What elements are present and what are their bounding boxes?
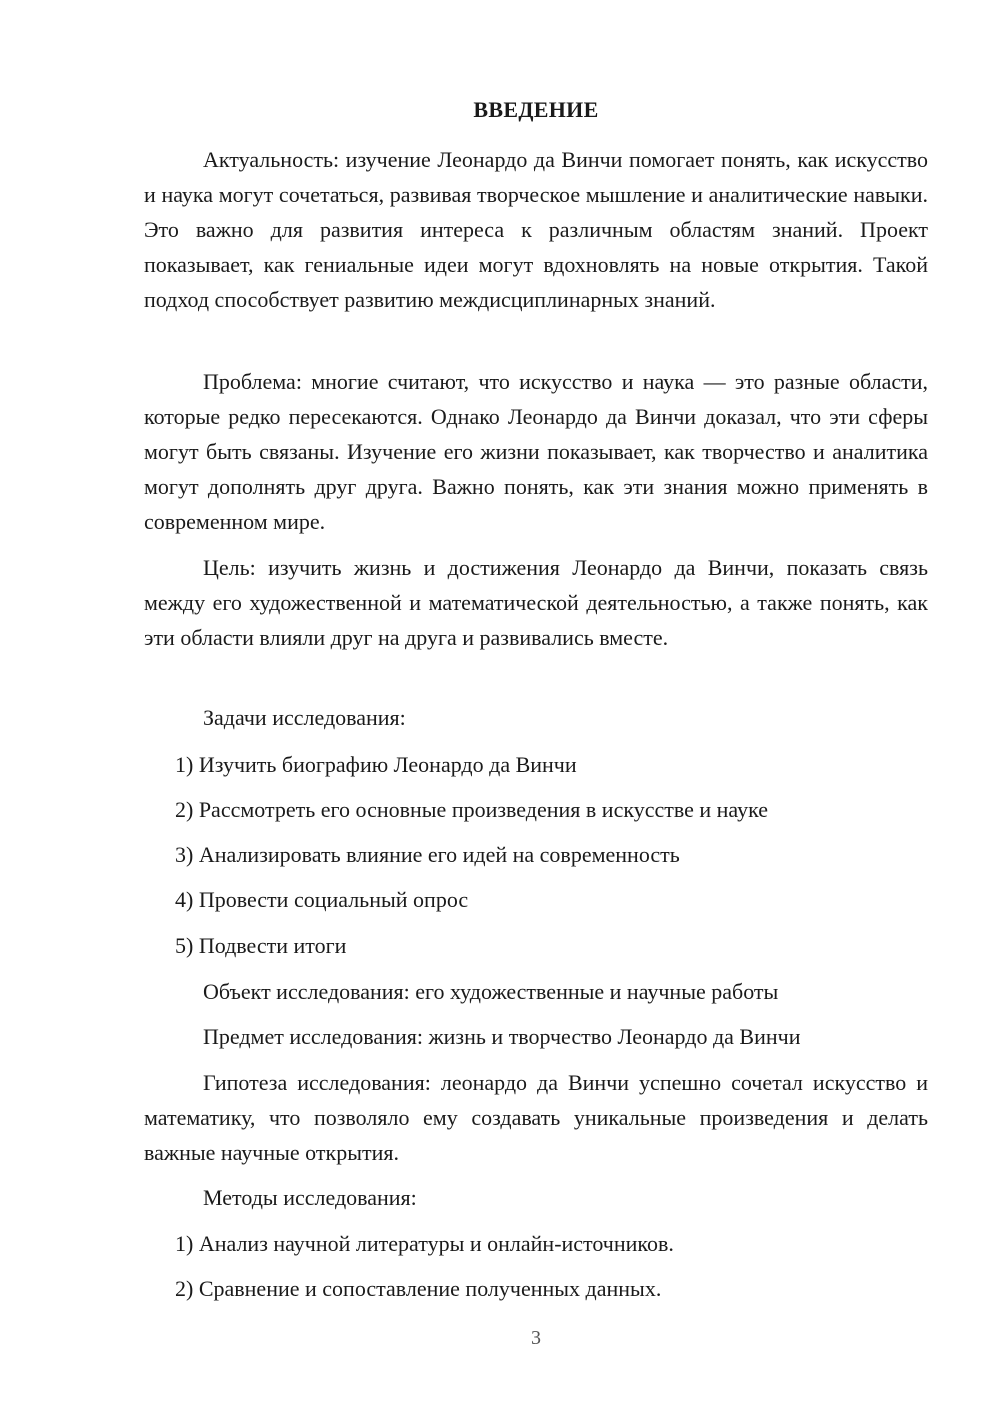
- relevance-paragraph: Актуальность: изучение Леонардо да Винчи помогает понять, как искусство и наука могут сочетаться, развивая творческое мышление и аналитические навыки. Это важно для развития интереса к различным областям знаний. Проект показывает, как гениальные идеи могут вдохновлять на новые открытия. Такой подход способствует развитию междисциплинарных знаний.: [144, 147, 928, 312]
- goal-paragraph: Цель: изучить жизнь и достижения Леонардо да Винчи, показать связь между его художественной и математической деятельностью, а также понять, как эти области влияли друг на друга и развивались вместе.: [144, 555, 928, 650]
- task-item: 2) Рассмотреть его основные произведения в искусстве и науке: [175, 797, 768, 822]
- task-item: 1) Изучить биографию Леонардо да Винчи: [175, 752, 577, 777]
- method-item: 2) Сравнение и сопоставление полученных данных.: [175, 1276, 662, 1301]
- research-subject: Предмет исследования: жизнь и творчество Леонардо да Винчи: [203, 1024, 801, 1049]
- page-number: 3: [531, 1327, 541, 1349]
- research-object: Объект исследования: его художественные и научные работы: [203, 979, 779, 1004]
- problem-paragraph: Проблема: многие считают, что искусство и наука — это разные области, которые редко пересекаются. Однако Леонардо да Винчи доказал, что эти сферы могут быть связаны. Изучение его жизни показывает, как творчество и аналитика могут дополнять друг друга. Важно понять, как эти знания можно применять в современном мире.: [144, 369, 928, 534]
- method-item: 1) Анализ научной литературы и онлайн-источников.: [175, 1231, 674, 1256]
- task-item: 4) Провести социальный опрос: [175, 887, 469, 912]
- task-item: 5) Подвести итоги: [175, 933, 347, 958]
- hypothesis-paragraph: Гипотеза исследования: леонардо да Винчи успешно сочетал искусство и математику, что позволяло ему создавать уникальные произведения и делать важные научные открытия.: [144, 1070, 928, 1165]
- section-title: ВВЕДЕНИЕ: [473, 97, 599, 122]
- task-item: 3) Анализировать влияние его идей на современность: [175, 842, 680, 867]
- methods-heading: Методы исследования:: [203, 1185, 417, 1210]
- tasks-heading: Задачи исследования:: [203, 705, 406, 730]
